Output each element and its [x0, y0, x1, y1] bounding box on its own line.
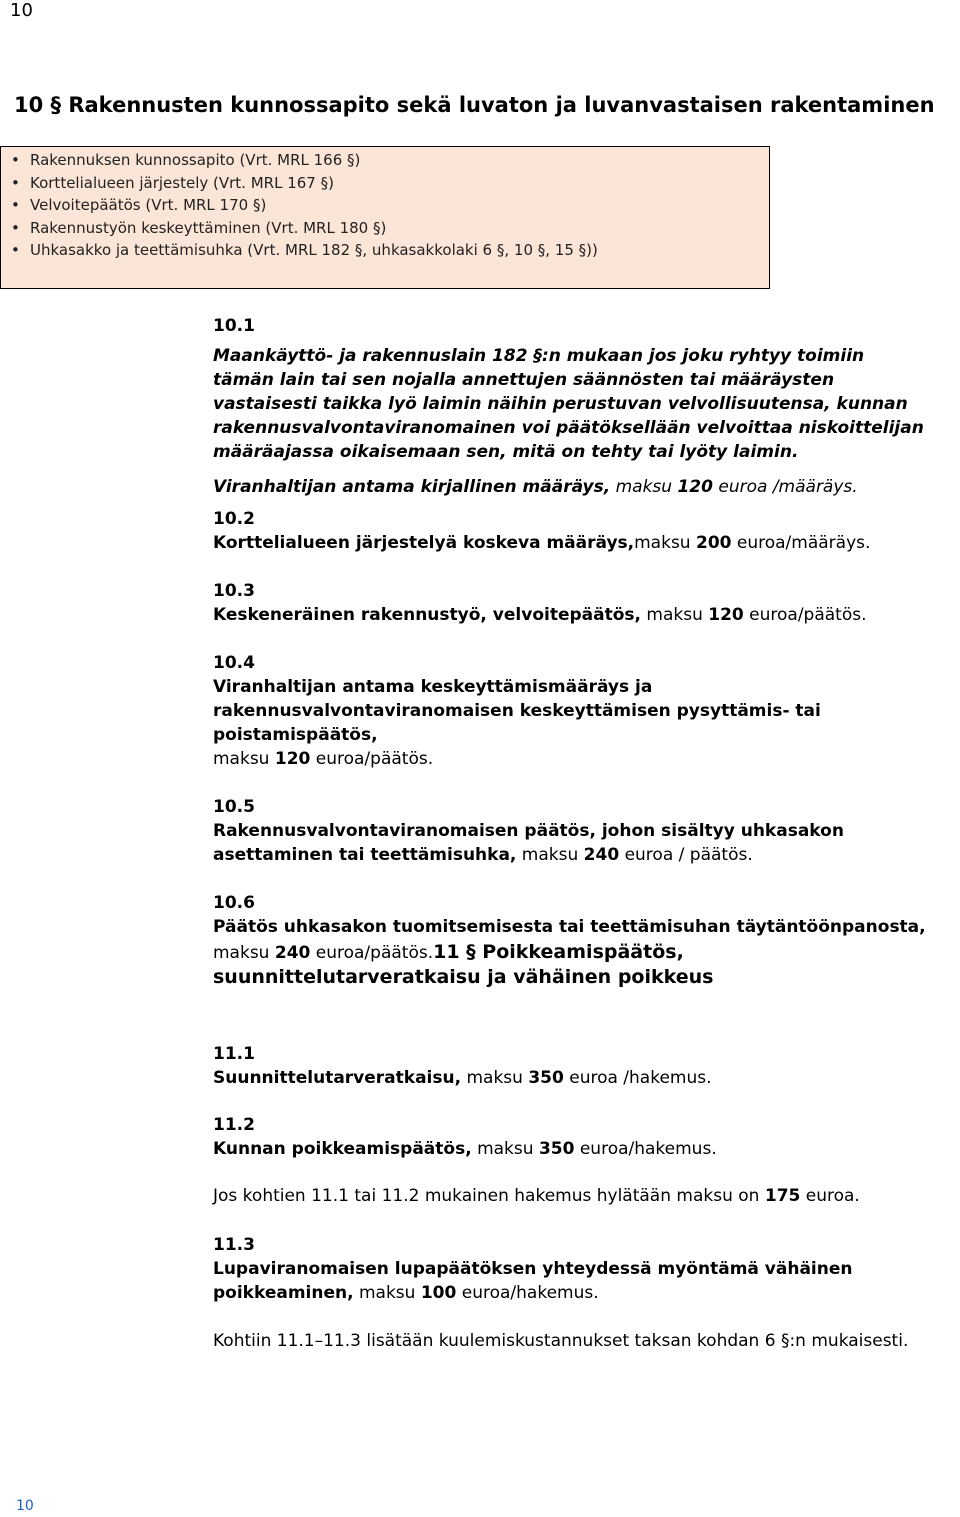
section-11-title: 11 § Poikkeamispäätös, — [433, 941, 684, 963]
page-number-bottom: 10 — [16, 1498, 34, 1514]
fee-line-10-1: Viranhaltijan antama kirjallinen määräys, maksu 120 euroa /määräys. — [213, 477, 858, 497]
section-number-10-4: 10.4 — [213, 653, 255, 673]
paragraph-10-1-line: rakennusvalvontaviranomainen voi päätöksellään velvoittaa niskoittelijan — [213, 418, 924, 438]
page-number-top: 10 — [10, 0, 33, 21]
bullet-icon: • — [11, 151, 20, 169]
text-11-3-line: Lupaviranomaisen lupapäätöksen yhteydessä myöntämä vähäinen — [213, 1259, 853, 1279]
section-number-10-5: 10.5 — [213, 797, 255, 817]
summary-item: • Uhkasakko ja teettämisuhka (Vrt. MRL 182 §, uhkasakkolaki 6 §, 10 §, 15 §)) — [11, 239, 598, 262]
bullet-icon: • — [11, 241, 20, 259]
fee-line-10-3: Keskeneräinen rakennustyö, velvoitepäätös, maksu 120 euroa/päätös. — [213, 605, 867, 625]
bullet-icon: • — [11, 196, 20, 214]
section-number-11-3: 11.3 — [213, 1235, 255, 1255]
paragraph-10-1-line: Maankäyttö- ja rakennuslain 182 §:n mukaan jos joku ryhtyy toimiin — [213, 346, 865, 366]
section-number-10-2: 10.2 — [213, 509, 255, 529]
text-10-4-line: rakennusvalvontaviranomaisen keskeyttämisen pysyttämis- tai — [213, 701, 821, 721]
text-10-5-line: Rakennusvalvontaviranomaisen päätös, johon sisältyy uhkasakon — [213, 821, 844, 841]
summary-item: • Korttelialueen järjestely (Vrt. MRL 167 §) — [11, 172, 598, 195]
summary-list — [11, 149, 598, 262]
text-10-4-line: poistamispäätös, — [213, 725, 378, 745]
fee-line-11-1: Suunnittelutarveratkaisu, maksu 350 euroa /hakemus. — [213, 1068, 712, 1088]
fee-line-11-3: poikkeaminen, maksu 100 euroa/hakemus. — [213, 1283, 599, 1303]
paragraph-10-1-line: vastaisesti taikka lyö laimin näihin perustuvan velvollisuutensa, kunnan — [213, 394, 908, 414]
fee-line-10-6: maksu 240 euroa/päätös.11 § Poikkeamispäätös, — [213, 941, 684, 963]
bullet-icon: • — [11, 218, 20, 237]
text-10-6-line: Päätös uhkasakon tuomitsemisesta tai teettämisuhan täytäntöönpanosta, — [213, 917, 926, 937]
section-number-10-6: 10.6 — [213, 893, 255, 913]
fee-line-10-2: Korttelialueen järjestelyä koskeva määräys,maksu 200 euroa/määräys. — [213, 533, 871, 553]
paragraph-10-1-line: määräajassa oikaisemaan sen, mitä on tehty tai lyöty laimin. — [213, 442, 799, 462]
summary-box — [0, 146, 770, 289]
paragraph-10-1-line: tämän lain tai sen nojalla annettujen säännösten tai määräysten — [213, 370, 835, 390]
fee-line-10-4: maksu 120 euroa/päätös. — [213, 749, 434, 769]
final-note: Kohtiin 11.1–11.3 lisätään kuulemiskustannukset taksan kohdan 6 §:n mukaisesti. — [213, 1331, 909, 1351]
section-number-11-1: 11.1 — [213, 1044, 255, 1064]
fee-line-11-2: Kunnan poikkeamispäätös, maksu 350 euroa/hakemus. — [213, 1139, 717, 1159]
summary-item: • Rakennustyön keskeyttäminen (Vrt. MRL 180 §) — [11, 217, 598, 240]
section-number-10-1: 10.1 — [213, 316, 255, 336]
section-11-title-continued: suunnittelutarveratkaisu ja vähäinen poikkeus — [213, 966, 714, 988]
summary-item: • Velvoitepäätös (Vrt. MRL 170 §) — [11, 194, 598, 217]
section-number-11-2: 11.2 — [213, 1115, 255, 1135]
text-10-4-line: Viranhaltijan antama keskeyttämismääräys ja — [213, 677, 653, 697]
rejection-fee-note: Jos kohtien 11.1 tai 11.2 mukainen hakemus hylätään maksu on 175 euroa. — [213, 1186, 860, 1206]
section-number-10-3: 10.3 — [213, 581, 255, 601]
fee-line-10-5: asettaminen tai teettämisuhka, maksu 240 euroa / päätös. — [213, 845, 753, 865]
chapter-title: 10 § Rakennusten kunnossapito sekä luvaton ja luvanvastaisen rakentaminen — [14, 93, 935, 117]
summary-item: • Rakennuksen kunnossapito (Vrt. MRL 166 §) — [11, 149, 598, 172]
bullet-icon: • — [11, 173, 20, 192]
